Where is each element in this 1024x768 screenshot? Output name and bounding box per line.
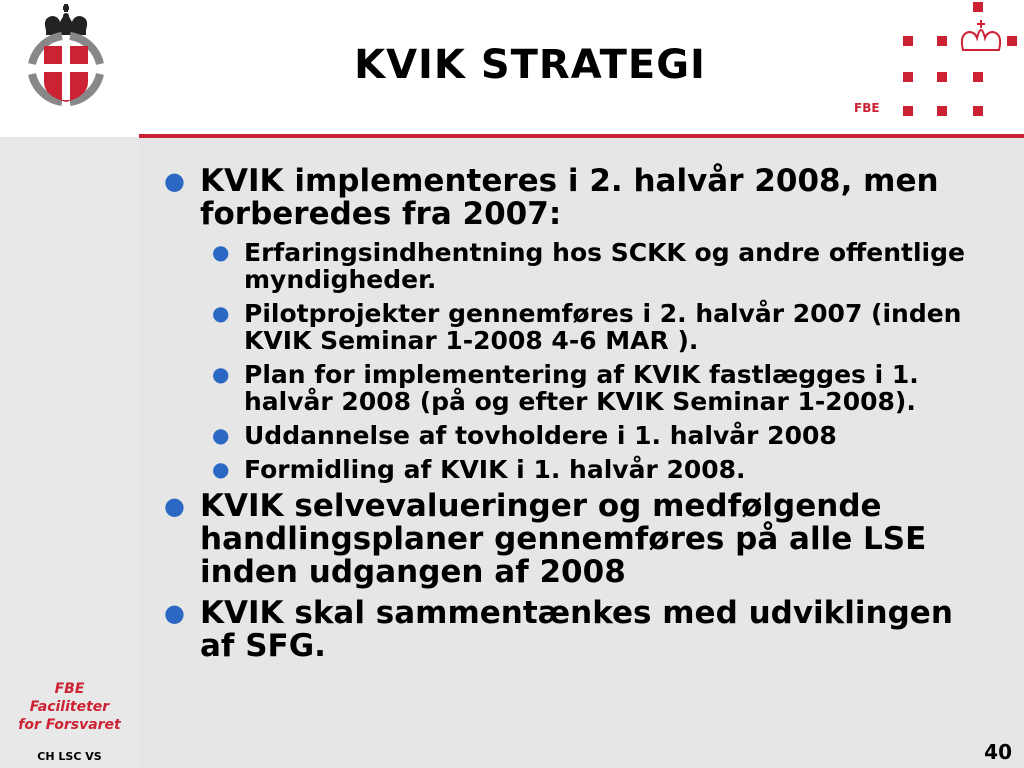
bullet-icon: ●: [164, 167, 185, 195]
sidebar-footer-code: CH LSC VS: [37, 750, 102, 763]
page-title: KVIK STRATEGI: [354, 42, 706, 88]
royal-grid-logo-icon: [895, 0, 1024, 125]
list-item: ● Erfaringsindhentning hos SCKK og andre offentlige myndigheder.: [212, 238, 965, 294]
bullet-list: [158, 165, 988, 671]
list-item: ● Plan for implementering af KVIK fastlægges i 1. halvår 2008 (på og efter KVIK Seminar 1-2008).: [212, 360, 919, 416]
sidebar: [0, 137, 139, 768]
list-item: ● KVIK skal sammentænkes med udviklingen af SFG.: [164, 595, 953, 664]
bullet-icon: ●: [212, 423, 230, 447]
sidebar-org-name: FBE Faciliteter for Forsvaret: [18, 681, 121, 733]
list-item: ● Uddannelse af tovholdere i 1. halvår 2008: [212, 421, 837, 450]
list-item: ● KVIK implementeres i 2. halvår 2008, men forberedes fra 2007:: [164, 163, 939, 232]
list-item: ● Formidling af KVIK i 1. halvår 2008.: [212, 455, 746, 484]
forsvaret-logo-icon: [12, 4, 120, 130]
sub-list: [200, 239, 988, 483]
bullet-icon: ●: [212, 301, 230, 325]
bullet-icon: ●: [164, 492, 185, 520]
list-item: ● Pilotprojekter gennemføres i 2. halvår 2007 (inden KVIK Seminar 1-2008 4-6 MAR ).: [212, 299, 962, 355]
header-fbe-mark: FBE: [854, 101, 880, 115]
bullet-icon: ●: [164, 599, 185, 627]
list-item: ● KVIK selvevalueringer og medfølgende handlingsplaner gennemføres på alle LSE inden udgangen af 2008: [164, 488, 927, 590]
bullet-icon: ●: [212, 457, 230, 481]
bullet-icon: ●: [212, 362, 230, 386]
header-divider: [139, 134, 1024, 138]
page-number: 40: [984, 740, 1012, 764]
bullet-icon: ●: [212, 240, 230, 264]
